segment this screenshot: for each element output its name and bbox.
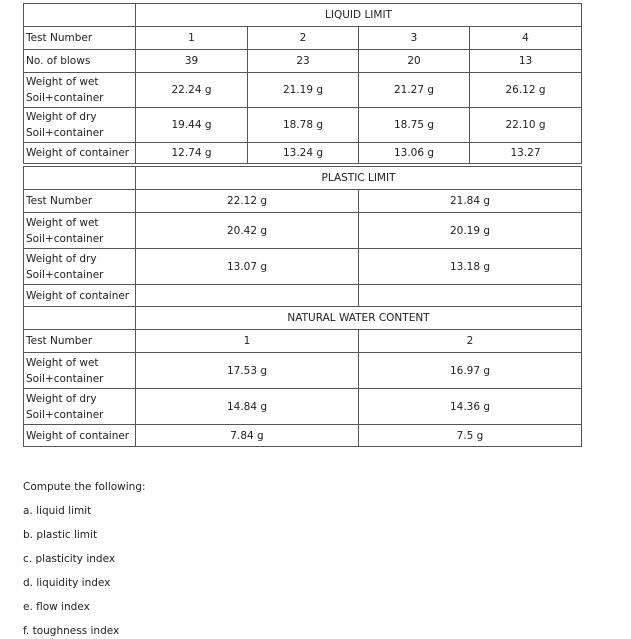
ll-blows-label: No. of blows bbox=[24, 50, 136, 73]
pl-test-number-label: Test Number bbox=[24, 190, 136, 213]
question-plastic-limit: b. plastic limit bbox=[23, 529, 98, 541]
ll-test-number-label: Test Number bbox=[24, 27, 136, 50]
ll-container-2: 13.24 g bbox=[248, 143, 359, 164]
pl-dry-label-line2: Soil+container bbox=[26, 268, 104, 281]
pl-container-2 bbox=[359, 285, 582, 307]
nwc-wet-1: 17.53 g bbox=[136, 353, 359, 389]
pl-dry-label bbox=[24, 249, 136, 285]
ll-test-3: 3 bbox=[359, 27, 470, 50]
question-liquidity-index: d. liquidity index bbox=[23, 577, 111, 589]
nwc-wet-label-line2: Soil+container bbox=[26, 372, 104, 385]
ll-blows-2: 23 bbox=[248, 50, 359, 73]
question-liquid-limit: a. liquid limit bbox=[23, 505, 92, 517]
nwc-title: NATURAL WATER CONTENT bbox=[136, 307, 582, 330]
plastic-limit-title: PLASTIC LIMIT bbox=[136, 167, 582, 190]
ll-dry-label-line2: Soil+container bbox=[26, 127, 104, 139]
nwc-dry-label-line1: Weight of dry bbox=[26, 392, 97, 405]
pl-wet-label-line1: Weight of wet bbox=[26, 216, 99, 229]
ll-test-2: 2 bbox=[248, 27, 359, 50]
nwc-wet-2: 16.97 g bbox=[359, 353, 582, 389]
questions-intro: Compute the following: bbox=[23, 481, 146, 493]
ll-test-1: 1 bbox=[136, 27, 248, 50]
pl-dry-label-line1: Weight of dry bbox=[26, 252, 97, 265]
ll-wet-4: 26.12 g bbox=[470, 73, 582, 108]
question-plasticity-index: c. plasticity index bbox=[23, 553, 116, 565]
ll-dry-3: 18.75 g bbox=[359, 108, 470, 143]
pl-container-1 bbox=[136, 285, 359, 307]
ll-container-3: 13.06 g bbox=[359, 143, 470, 164]
ll-dry-label-line1: Weight of dry bbox=[26, 111, 97, 123]
question-toughness-index: f. toughness index bbox=[23, 625, 120, 637]
ll-wet-label bbox=[24, 73, 136, 108]
ll-container-4: 13.27 bbox=[470, 143, 582, 164]
ll-test-4: 4 bbox=[470, 27, 582, 50]
nwc-test-1: 1 bbox=[136, 330, 359, 353]
ll-wet-label-line2: Soil+container bbox=[26, 92, 104, 104]
pl-wet-label-line2: Soil+container bbox=[26, 232, 104, 245]
ll-dry-2: 18.78 g bbox=[248, 108, 359, 143]
ll-blows-3: 20 bbox=[359, 50, 470, 73]
nwc-wet-label-line1: Weight of wet bbox=[26, 356, 99, 369]
ll-blows-1: 39 bbox=[136, 50, 248, 73]
ll-wet-label-line1: Weight of wet bbox=[26, 76, 99, 88]
pl-wet-2: 20.19 g bbox=[359, 213, 582, 249]
pl-dry-2: 13.18 g bbox=[359, 249, 582, 285]
pl-test-2: 21.84 g bbox=[359, 190, 582, 213]
pl-test-1: 22.12 g bbox=[136, 190, 359, 213]
question-flow-index: e. flow index bbox=[23, 601, 90, 613]
pl-dry-1: 13.07 g bbox=[136, 249, 359, 285]
nwc-container-2: 7.5 g bbox=[359, 425, 582, 447]
nwc-container-label: Weight of container bbox=[24, 425, 136, 447]
ll-container-1: 12.74 g bbox=[136, 143, 248, 164]
pl-wet-label bbox=[24, 213, 136, 249]
nwc-wet-label bbox=[24, 353, 136, 389]
nwc-dry-1: 14.84 g bbox=[136, 389, 359, 425]
ll-blows-4: 13 bbox=[470, 50, 582, 73]
pl-container-label: Weight of container bbox=[24, 285, 136, 307]
nwc-dry-label-line2: Soil+container bbox=[26, 408, 104, 421]
nwc-dry-label bbox=[24, 389, 136, 425]
nwc-container-1: 7.84 g bbox=[136, 425, 359, 447]
ll-wet-3: 21.27 g bbox=[359, 73, 470, 108]
plastic-limit-table bbox=[23, 166, 582, 307]
liquid-limit-table bbox=[23, 3, 582, 164]
ll-container-label: Weight of container bbox=[24, 143, 136, 164]
ll-wet-2: 21.19 g bbox=[248, 73, 359, 108]
nwc-test-2: 2 bbox=[359, 330, 582, 353]
ll-dry-1: 19.44 g bbox=[136, 108, 248, 143]
liquid-limit-title: LIQUID LIMIT bbox=[136, 4, 582, 27]
nwc-dry-2: 14.36 g bbox=[359, 389, 582, 425]
ll-dry-4: 22.10 g bbox=[470, 108, 582, 143]
pl-wet-1: 20.42 g bbox=[136, 213, 359, 249]
natural-water-content-table bbox=[23, 306, 582, 447]
nwc-test-number-label: Test Number bbox=[24, 330, 136, 353]
ll-dry-label bbox=[24, 108, 136, 143]
ll-wet-1: 22.24 g bbox=[136, 73, 248, 108]
